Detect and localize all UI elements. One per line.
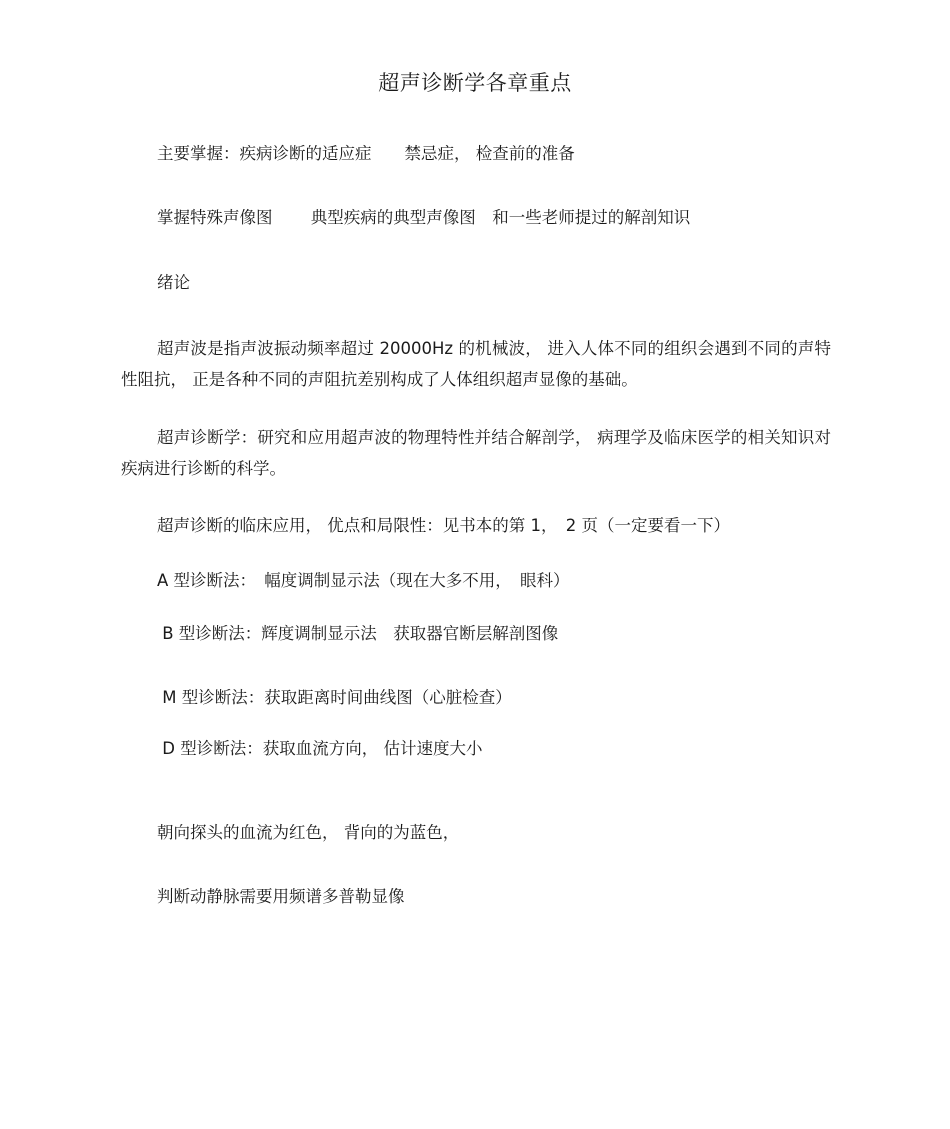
- paragraph-b-mode: B 型诊断法：辉度调制显示法 获取器官断层解剖图像: [157, 624, 559, 643]
- paragraph-diagnostics-definition: 超声诊断学：研究和应用超声波的物理特性并结合解剖学， 病理学及临床医学的相关知识对疾病进行诊断的科学。: [121, 428, 831, 478]
- paragraph-doppler: 判断动静脉需要用频谱多普勒显像: [157, 887, 405, 906]
- paragraph-clinical-application: 超声诊断的临床应用， 优点和局限性：见书本的第 1， 2 页（一定要看一下）: [157, 516, 730, 535]
- paragraph-main-points: 主要掌握：疾病诊断的适应症 禁忌症， 检查前的准备: [157, 144, 575, 163]
- paragraph-m-mode: M 型诊断法：获取距离时间曲线图（心脏检查）: [157, 688, 512, 707]
- paragraph-special-images: 掌握特殊声像图 典型疾病的典型声像图 和一些老师提过的解剖知识: [157, 208, 691, 227]
- paragraph-a-mode: A 型诊断法： 幅度调制显示法（现在大多不用， 眼科）: [157, 571, 570, 590]
- section-heading-introduction: 绪论: [157, 273, 190, 292]
- paragraph-flow-color: 朝向探头的血流为红色， 背向的为蓝色，: [157, 823, 460, 842]
- paragraph-ultrasound-definition: 超声波是指声波振动频率超过 20000Hz 的机械波， 进入人体不同的组织会遇到不同的声特性阻抗， 正是各种不同的声阻抗差别构成了人体组织超声显像的基础。: [121, 339, 831, 389]
- document-title: 超声诊断学各章重点: [378, 71, 572, 95]
- paragraph-d-mode: D 型诊断法：获取血流方向， 估计速度大小: [157, 739, 483, 758]
